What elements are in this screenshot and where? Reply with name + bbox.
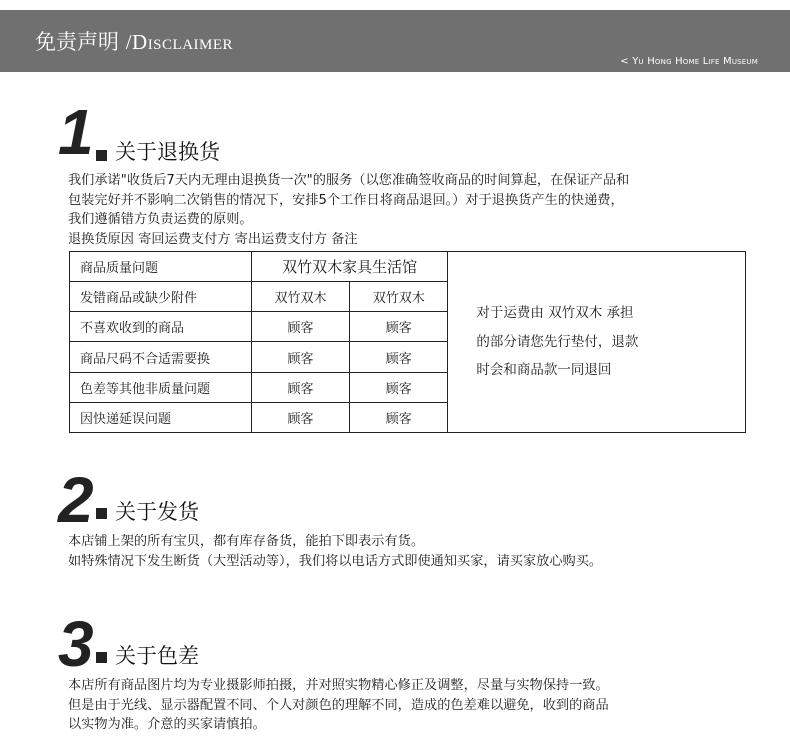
store-name: < Yu Hong Home Life Museum	[620, 56, 758, 67]
table-cell-send-payer: 顾客	[350, 312, 448, 342]
section-number: 3	[58, 608, 94, 680]
table-cell-reason: 色差等其他非质量问题	[70, 372, 252, 402]
returns-paragraph	[68, 171, 629, 249]
table-brand: 双竹双木家具生活馆	[251, 252, 448, 282]
section-title: 关于退换货	[115, 140, 220, 164]
table-row	[70, 252, 746, 282]
section-dot	[96, 150, 107, 161]
note-line: 时会和商品款一同退回	[476, 362, 612, 379]
page-title-cn: 免责声明	[35, 30, 119, 54]
table-cell-send-payer: 顾客	[350, 342, 448, 372]
table-cell-return-payer: 顾客	[251, 312, 349, 342]
table-cell-return-payer: 顾客	[251, 372, 349, 402]
shipping-fee-table	[69, 251, 746, 433]
page-title	[35, 26, 233, 56]
section-dot	[96, 652, 107, 663]
table-cell-reason: 商品尺码不合适需要换	[70, 342, 252, 372]
paragraph-line: 本店所有商品图片均为专业摄影师拍摄，并对照实物精心修正及调整，尽量与实物保持一致。	[68, 678, 609, 693]
paragraph-line: 我们承诺"收货后7天内无理由退换货一次"的服务（以您准确签收商品的时间算起，在保证产品和	[68, 173, 630, 188]
table-cell-send-payer: 双竹双木	[350, 282, 448, 312]
table-note	[448, 252, 746, 433]
paragraph-line: 如特殊情况下发生断货（大型活动等），我们将以电话方式即使通知买家，请买家放心购买。	[68, 553, 603, 569]
header-banner	[0, 10, 790, 72]
paragraph-line: 本店铺上架的所有宝贝，都有库存备货，能拍下即表示有货。	[68, 534, 425, 549]
section-dot	[96, 508, 107, 519]
table-cell-reason: 发错商品或缺少附件	[70, 282, 252, 312]
color-paragraph	[68, 676, 609, 735]
section-number: 1	[58, 96, 94, 168]
table-header-label: 商品质量问题	[70, 252, 252, 282]
paragraph-line: 我们遵循错方负责运费的原则。	[68, 212, 253, 227]
section-number: 2	[58, 464, 94, 536]
table-cell-reason: 不喜欢收到的商品	[70, 312, 252, 342]
shipping-paragraph	[68, 532, 602, 571]
section-title: 关于色差	[115, 644, 199, 668]
note-line: 对于运费由 双竹双木 承担	[476, 305, 634, 322]
paragraph-line: 退换货原因 寄回运费支付方 寄出运费支付方 备注	[68, 231, 358, 247]
note-line: 的部分请您先行垫付，退款	[476, 333, 639, 350]
table-cell-return-payer: 顾客	[251, 342, 349, 372]
table-cell-send-payer: 顾客	[350, 402, 448, 432]
section-title: 关于发货	[115, 500, 199, 524]
paragraph-line: 但是由于光线、显示器配置不同、个人对颜色的理解不同，造成的色差难以避免，收到的商品	[68, 697, 609, 713]
table-cell-return-payer: 顾客	[251, 402, 349, 432]
table-cell-send-payer: 顾客	[350, 372, 448, 402]
paragraph-line: 以实物为准。介意的买家请慎拍。	[68, 717, 266, 732]
paragraph-line: 包装完好并不影响二次销售的情况下，安排5个工作日将商品退回。）对于退换货产生的快递费，	[68, 192, 624, 208]
page-title-en: /Disclaimer	[125, 30, 234, 54]
table-cell-reason: 因快递延误问题	[70, 402, 252, 432]
table-cell-return-payer: 双竹双木	[251, 282, 349, 312]
